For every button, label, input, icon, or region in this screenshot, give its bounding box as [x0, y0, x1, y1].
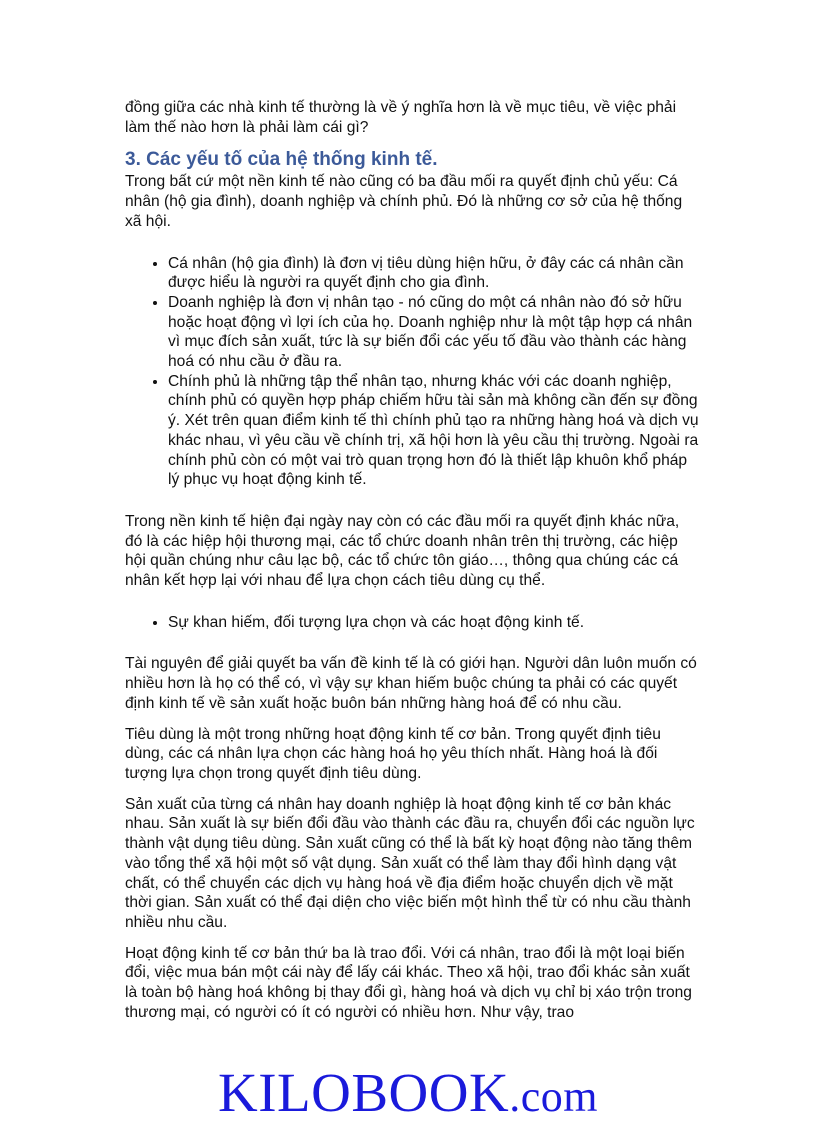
list-item: • Cá nhân (hộ gia đình) là đơn vị tiêu dùng hiện hữu, ở đây các cá nhân cần được hiểu là người ra quyết định cho gia đình.: [168, 254, 700, 293]
footer-brand: [0, 1063, 816, 1127]
scarcity-list: [125, 613, 700, 633]
list-item: • Sự khan hiếm, đối tượng lựa chọn và các hoạt động kinh tế.: [168, 613, 700, 633]
page-content: [125, 98, 700, 1033]
modern-economy-paragraph: Trong nền kinh tế hiện đại ngày nay còn có các đầu mối ra quyết định khác nữa, đó là các hiệp hội thương mại, các tổ chức doanh nhân trên thị trường, các hiệp hội quần chúng như câu lạc bộ, các tổ chức tôn giáo…, thông qua chúng các cá nhân kết hợp lại với nhau để lựa chọn cách tiêu dùng cụ thể.: [125, 512, 680, 590]
footer-brand-suffix: .com: [509, 1072, 598, 1121]
list-item: • Chính phủ là những tập thể nhân tạo, nhưng khác với các doanh nghiệp, chính phủ có quyền hợp pháp chiếm hữu tài sản mà không cần đến sự đồng ý. Xét trên quan điểm kinh tế thì chính phủ tạo ra những hàng hoá và dịch vụ khác nhau, vì yêu cầu về chính trị, xã hội hơn là yêu cầu thị trường. Ngoài ra chính phủ còn có một vai trò quan trọng hơn đó là thiết lập khuôn khổ pháp lý phục vụ hoạt động kinh tế.: [168, 372, 700, 490]
section-heading: 3. Các yếu tố của hệ thống kinh tế.: [125, 149, 438, 171]
production-paragraph: Sản xuất của từng cá nhân hay doanh nghiệp là hoạt động kinh tế cơ bản khác nhau. Sản xuất là sự biến đổi đầu vào thành các đầu ra, chuyển đổi các nguồn lực thành vật dụng tiêu dùng. Sản xuất cũng có thể là bất kỳ hoạt động nào tăng thêm vào tổng thể xã hội một số vật dụng. Sản xuất có thể làm thay đổi hình dạng vật chất, có thể chuyển các dịch vụ hàng hoá về địa điểm hoặc chuyển dịch về mặt thời gian. Sản xuất có thể đại diện cho việc biến một hình thể từ có nhu cầu thành nhiều nhu cầu.: [125, 795, 695, 931]
footer-brand-main: KILOBOOK: [218, 1062, 510, 1123]
exchange-paragraph: Hoạt động kinh tế cơ bản thứ ba là trao đổi. Với cá nhân, trao đổi là một loại biến đổi, việc mua bán một cái này để lấy cái khác. Theo xã hội, trao đổi khác sản xuất là toàn bộ hàng hoá không bị thay đổi gì, hàng hoá và dịch vụ chỉ bị xáo trộn trong thương mại, có người có ít có người có nhiều hơn. Như vậy, trao: [125, 944, 692, 1021]
section-intro-paragraph: Trong bất cứ một nền kinh tế nào cũng có ba đầu mối ra quyết định chủ yếu: Cá nhân (hộ gia đình), doanh nghiệp và chính phủ. Đó là những cơ sở của hệ thống xã hội.: [125, 173, 683, 230]
consumption-paragraph: Tiêu dùng là một trong những hoạt động kinh tế cơ bản. Trong quyết định tiêu dùng, các cá nhân lựa chọn các hàng hoá họ yêu thích nhất. Hàng hoá là đối tượng lựa chọn trong quyết định tiêu dùng.: [125, 725, 661, 782]
resources-paragraph: Tài nguyên để giải quyết ba vấn đề kinh tế là có giới hạn. Người dân luôn muốn có nhiều hơn là họ có thể có, vì vậy sự khan hiếm buộc chúng ta phải có các quyết định kinh tế về sản xuất hoặc buôn bán những hàng hoá để có nhu cầu.: [125, 655, 697, 712]
list-item: • Doanh nghiệp là đơn vị nhân tạo - nó cũng do một cá nhân nào đó sở hữu hoặc hoạt động vì lợi ích của họ. Doanh nghiệp như là một tập hợp cá nhân vì mục đích sản xuất, tức là sự biến đổi các yếu tố đầu vào thành các hàng hoá có nhu cầu ở đầu ra.: [168, 293, 700, 372]
intro-paragraph: đồng giữa các nhà kinh tế thường là về ý nghĩa hơn là về mục tiêu, về việc phải làm thế nào hơn là phải làm cái gì?: [125, 99, 677, 136]
decision-makers-list: [125, 254, 700, 490]
